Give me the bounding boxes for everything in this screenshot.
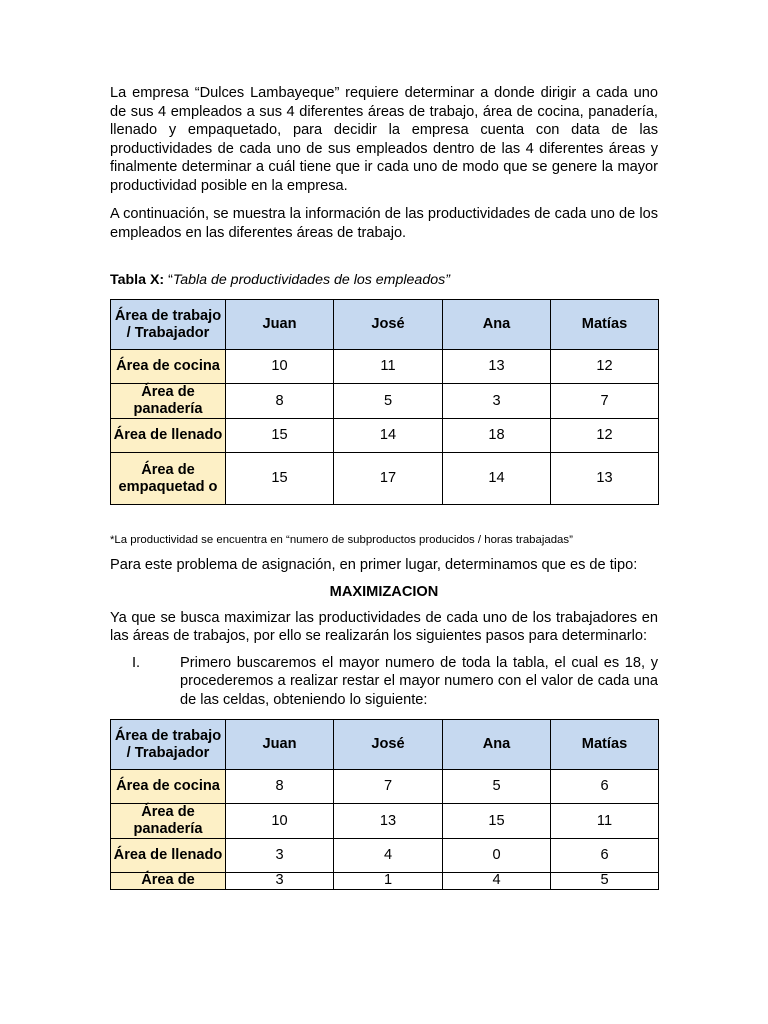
table-cell: 5: [443, 770, 551, 804]
table-cell: 15: [226, 453, 334, 505]
table-cell: 15: [226, 419, 334, 453]
table-row: [111, 384, 659, 419]
table-cell: 18: [443, 419, 551, 453]
table-caption-open-quote: “: [168, 272, 173, 288]
table-caption-label: Tabla X:: [110, 272, 165, 288]
table-cell: 4: [334, 839, 443, 873]
paragraph-problem-type: Para este problema de asignación, en primer lugar, determinamos que es de tipo:: [110, 557, 638, 573]
table-header-row: [111, 720, 659, 770]
table-header-row: [111, 300, 659, 350]
table-cell: 15: [443, 804, 551, 839]
row-header-llenado: Área de llenado: [111, 839, 226, 873]
footnote: *La productividad se encuentra en “numero de subproductos producidos / horas trabajadas”: [110, 534, 573, 546]
table-row: [111, 873, 659, 890]
table-cell: 11: [334, 350, 443, 384]
column-header-juan: Juan: [226, 720, 334, 770]
table-cell: 7: [551, 384, 659, 419]
section-title: MAXIMIZACION: [329, 583, 439, 600]
paragraph-maximize: Ya que se busca maximizar las productividades de cada uno de los trabajadores en las áreas de trabajos, por ello se realizarán los siguientes pasos para determinarlo:: [110, 609, 658, 644]
table-cell: 14: [443, 453, 551, 505]
table-cell: 5: [334, 384, 443, 419]
column-header-matias: Matías: [551, 720, 659, 770]
row-header-empaquetado: Área de: [111, 873, 226, 890]
column-header-jose: José: [334, 720, 443, 770]
table-row: [111, 419, 659, 453]
table-row: [111, 453, 659, 505]
table-cell: 6: [551, 839, 659, 873]
table-cell: 3: [226, 839, 334, 873]
row-header-panaderia: Área de panadería: [111, 384, 226, 419]
table-cell: 8: [226, 384, 334, 419]
table-cell: 11: [551, 804, 659, 839]
table-caption-title: Tabla de productividades de los empleados”: [172, 272, 450, 288]
table-cell: 10: [226, 804, 334, 839]
row-header-empaquetado: Área de empaquetad o: [111, 453, 226, 505]
document-page: [110, 84, 658, 890]
table-corner-header: Área de trabajo / Trabajador: [111, 720, 226, 770]
column-header-ana: Ana: [443, 300, 551, 350]
row-header-panaderia: Área de panadería: [111, 804, 226, 839]
table-caption: [110, 271, 658, 289]
column-header-matias: Matías: [551, 300, 659, 350]
table-cell: 1: [334, 873, 443, 890]
productivity-table: [110, 299, 659, 505]
table-row: [111, 350, 659, 384]
row-header-cocina: Área de cocina: [111, 350, 226, 384]
table-cell: 5: [551, 873, 659, 890]
step-item: [110, 654, 658, 710]
table-cell: 13: [443, 350, 551, 384]
table-cell: 0: [443, 839, 551, 873]
column-header-jose: José: [334, 300, 443, 350]
column-header-juan: Juan: [226, 300, 334, 350]
table-row: [111, 770, 659, 804]
table-cell: 13: [551, 453, 659, 505]
reduced-table: [110, 719, 659, 890]
table-cell: 13: [334, 804, 443, 839]
step-text: Primero buscaremos el mayor numero de toda la tabla, el cual es 18, y procederemos a realizar restar el mayor numero con el valor de cada una de las celdas, obteniendo lo siguiente:: [180, 654, 658, 708]
intro-paragraph-2: A continuación, se muestra la información de las productividades de cada uno de los empleados en las diferentes áreas de trabajo.: [110, 206, 658, 241]
intro-paragraph-1: La empresa “Dulces Lambayeque” requiere determinar a donde dirigir a cada uno de sus 4 empleados a sus 4 diferentes áreas de trabajo, área de cocina, panadería, llenado y empaquetado, para decidir la empresa cuenta con data de las productividades de cada uno de sus empleados dentro de las 4 diferentes áreas y finalmente determinar a cuál tiene que ir cada uno de modo que se genere la mayor productividad posible en la empresa.: [110, 85, 658, 194]
table-cell: 4: [443, 873, 551, 890]
row-header-llenado: Área de llenado: [111, 419, 226, 453]
step-number: I.: [132, 654, 141, 671]
table-cell: 3: [226, 873, 334, 890]
table-row: [111, 804, 659, 839]
table-corner-header: Área de trabajo / Trabajador: [111, 300, 226, 350]
table-cell: 17: [334, 453, 443, 505]
table-cell: 12: [551, 419, 659, 453]
column-header-ana: Ana: [443, 720, 551, 770]
table-cell: 8: [226, 770, 334, 804]
row-header-cocina: Área de cocina: [111, 770, 226, 804]
table-cell: 6: [551, 770, 659, 804]
table-row: [111, 839, 659, 873]
table-cell: 7: [334, 770, 443, 804]
table-cell: 3: [443, 384, 551, 419]
table-cell: 12: [551, 350, 659, 384]
table-cell: 10: [226, 350, 334, 384]
table-cell: 14: [334, 419, 443, 453]
